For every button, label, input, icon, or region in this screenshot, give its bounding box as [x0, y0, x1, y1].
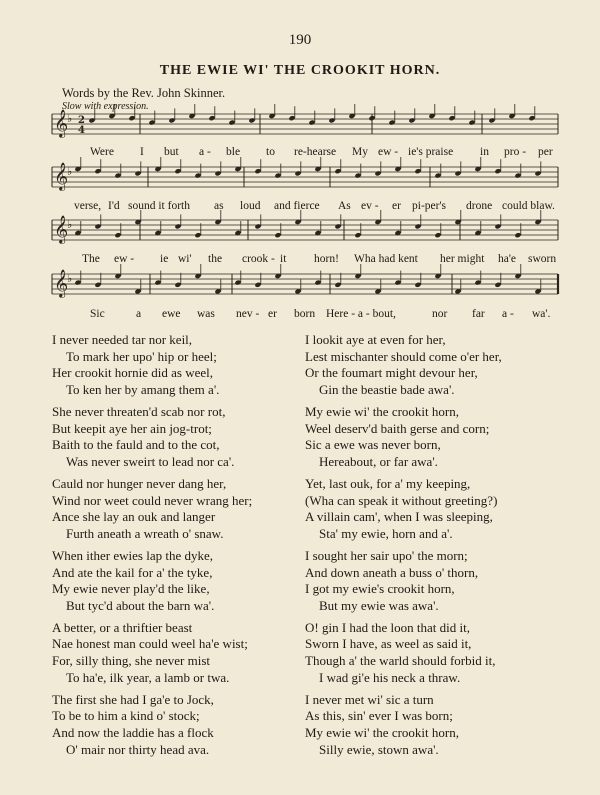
stanza	[305, 620, 565, 686]
verse-line: I lookit aye at even for her,	[305, 332, 446, 347]
verse-line: Gin the beastie bade awa'.	[319, 381, 455, 397]
treble-clef-icon: 𝄞	[54, 215, 69, 243]
verse-line: When ither ewies lap the dyke,	[52, 547, 213, 563]
lyric-syllable: ble	[226, 146, 241, 158]
verse-line: Though a' the warld should forbid it,	[305, 653, 496, 669]
verse-line: My ewie wi' the crookit horn,	[305, 403, 459, 419]
lyric-line-2	[58, 200, 568, 214]
stanza	[305, 476, 565, 542]
lyric-syllable: ie	[160, 253, 169, 265]
lyric-syllable: wa'.	[532, 308, 551, 320]
stanza	[305, 692, 565, 758]
lyric-syllable: Here - a - bout,	[326, 308, 396, 320]
verse-line: The first she had I ga'e to Jock,	[52, 691, 214, 707]
lyric-syllable: sworn	[528, 253, 557, 265]
lyric-syllable: I	[140, 146, 144, 158]
lyric-syllable: nev -	[236, 308, 260, 320]
lyric-syllable: ie's praise	[408, 146, 454, 158]
stanza	[52, 476, 312, 542]
tempo-marking: Slow with expression.	[62, 101, 149, 112]
treble-clef-icon: 𝄞	[54, 269, 69, 297]
lyric-syllable: re-hearse	[294, 146, 337, 158]
lyric-syllable: crook -	[242, 253, 275, 265]
verse-line: O' mair nor thirty head ava.	[66, 741, 210, 757]
lyric-syllable: ew -	[378, 146, 399, 158]
lyric-syllable: born	[294, 308, 316, 320]
lyric-syllable: Were	[90, 146, 114, 158]
verse-line: Yet, last ouk, for a' my keeping,	[305, 475, 471, 491]
verse-line: (Wha can speak it without greeting?)	[305, 492, 498, 508]
verse-line: To ken her by amang them a'.	[66, 381, 220, 397]
verse-line: She never threaten'd scab nor rot,	[52, 403, 226, 419]
flat-icon: ♭	[67, 165, 73, 178]
lyric-syllable: Sic	[90, 308, 105, 320]
lyric-syllable: Wha had kent	[354, 253, 418, 265]
lyric-syllable: to	[266, 146, 275, 158]
lyric-syllable: drone	[466, 200, 493, 212]
lyric-syllable: it	[280, 253, 287, 265]
lyric-syllable: wi'	[178, 253, 192, 265]
verse-line: For, silly thing, she never mist	[52, 653, 210, 669]
verse-line: But my ewie was awa'.	[319, 597, 439, 613]
lyric-syllable: As	[338, 200, 351, 212]
treble-clef-icon: 𝄞	[54, 109, 69, 137]
verse-line: Weel deserv'd baith gerse and corn;	[305, 420, 490, 436]
flat-icon: ♭	[67, 218, 73, 231]
song-title: THE EWIE WI' THE CROOKIT HORN.	[159, 63, 441, 78]
verse-line: Her crookit hornie did as weel,	[52, 365, 214, 381]
stanza	[52, 548, 312, 614]
flat-icon: ♭	[67, 112, 73, 125]
verse-line: I sought her sair upo' the morn;	[305, 547, 468, 563]
verse-line: My ewie wi' the crookit horn,	[305, 725, 459, 741]
verse-line: To mark her upo' hip or heel;	[66, 348, 217, 364]
lyric-syllable: ha'e	[498, 253, 517, 265]
verse-line: I got my ewie's crookit horn,	[305, 581, 455, 597]
flat-icon: ♭	[67, 272, 73, 285]
lyric-line-1	[58, 146, 568, 160]
lyric-syllable: a	[136, 308, 142, 320]
verse-line: And ate the kail for a' the tyke,	[52, 564, 213, 580]
stanza	[52, 404, 312, 470]
lyric-syllable: loud	[240, 200, 261, 212]
lyric-syllable: er	[268, 308, 277, 320]
verse-line: To be to him a kind o' stock;	[52, 708, 200, 724]
verse-line: Or the foumart might devour her,	[305, 365, 478, 381]
lyric-syllable: ewe	[162, 308, 181, 320]
verse-line: I never met wi' sic a turn	[305, 691, 434, 707]
stanza	[52, 620, 312, 686]
lyric-syllable: ev -	[361, 200, 379, 212]
verse-line: Baith to the fauld and to the cot,	[52, 437, 220, 453]
time-signature-top: 2	[78, 115, 85, 126]
verse-line: But keepit aye her ain jog-trot;	[52, 420, 212, 436]
lyric-syllable: pro -	[504, 146, 527, 158]
verse-line: O! gin I had the loon that did it,	[305, 619, 471, 635]
lyric-syllable: sound it forth	[128, 200, 190, 212]
lyric-syllable: was	[197, 308, 215, 320]
verse-line: Wind nor weet could never wrang her;	[52, 492, 253, 508]
verse-line: My ewie never play'd the like,	[52, 581, 210, 597]
verse-line: And down aneath a buss o' thorn,	[305, 564, 479, 580]
verse-line: I never needed tar nor keil,	[52, 332, 193, 347]
verse-line: Lest mischanter should come o'er her,	[305, 348, 502, 364]
page-number: 190	[288, 32, 312, 48]
time-signature-bottom: 4	[78, 125, 85, 136]
stanza	[52, 332, 312, 398]
lyric-syllable: My	[352, 146, 368, 158]
lyric-syllable: in	[480, 146, 489, 158]
verse-line: Silly ewie, stown awa'.	[319, 741, 439, 757]
lyric-syllable: could blaw.	[502, 200, 555, 212]
lyric-syllable: a -	[199, 146, 211, 158]
lyric-line-4	[58, 308, 568, 322]
verse-line: Sic a ewe was never born,	[305, 437, 441, 453]
lyric-syllable: pi-per's	[412, 200, 447, 212]
lyric-line-3	[58, 253, 568, 267]
verse-line: A villain cam', when I was sleeping,	[305, 509, 493, 525]
verse-line: Hereabout, or far awa'.	[319, 453, 438, 469]
verse-line: Nae honest man could weel ha'e wist;	[52, 636, 248, 652]
verse-line: Cauld nor hunger never dang her,	[52, 475, 227, 491]
lyric-syllable: the	[208, 253, 223, 265]
lyric-syllable: ew -	[114, 253, 135, 265]
stanza	[305, 332, 565, 398]
treble-clef-icon: 𝄞	[54, 162, 69, 190]
lyric-syllable: The	[82, 253, 100, 265]
lyric-syllable: verse,	[74, 200, 102, 212]
lyric-syllable: a -	[502, 308, 514, 320]
lyric-syllable: and fierce	[274, 200, 320, 212]
verse-line: Sta' my ewie, horn and a'.	[319, 525, 453, 541]
poem-column-left	[52, 332, 312, 764]
lyric-syllable: I'd	[108, 200, 120, 212]
lyric-syllable: far	[472, 308, 485, 320]
poem-column-right	[305, 332, 565, 764]
verse-line: And now the laddie has a flock	[52, 725, 214, 741]
lyric-syllable: as	[214, 200, 224, 212]
lyric-syllable: nor	[432, 308, 448, 320]
lyric-syllable: per	[538, 146, 553, 158]
verse-line: As this, sin' ever I was born;	[305, 708, 453, 724]
verse-line: Was never sweirt to lead nor ca'.	[66, 453, 235, 469]
lyricist-credit: Words by the Rev. John Skinner.	[62, 86, 226, 100]
music-notation	[0, 0, 600, 330]
verse-line: I wad gi'e his neck a thraw.	[319, 669, 461, 685]
stanza	[52, 692, 312, 758]
lyric-syllable: but	[164, 146, 179, 158]
verse-line: A better, or a thriftier beast	[52, 619, 193, 635]
verse-line: To ha'e, ilk year, a lamb or twa.	[66, 669, 230, 685]
lyric-syllable: er	[392, 200, 401, 212]
lyric-syllable: horn!	[314, 253, 339, 265]
verse-line: But tyc'd about the barn wa'.	[66, 597, 215, 613]
verse-line: Ance she lay an ouk and langer	[52, 509, 216, 525]
verse-line: Sworn I have, as weel as said it,	[305, 636, 472, 652]
lyric-syllable: her might	[440, 253, 485, 265]
stanza	[305, 404, 565, 470]
stanza	[305, 548, 565, 614]
verse-line: Furth aneath a wreath o' snaw.	[66, 525, 224, 541]
